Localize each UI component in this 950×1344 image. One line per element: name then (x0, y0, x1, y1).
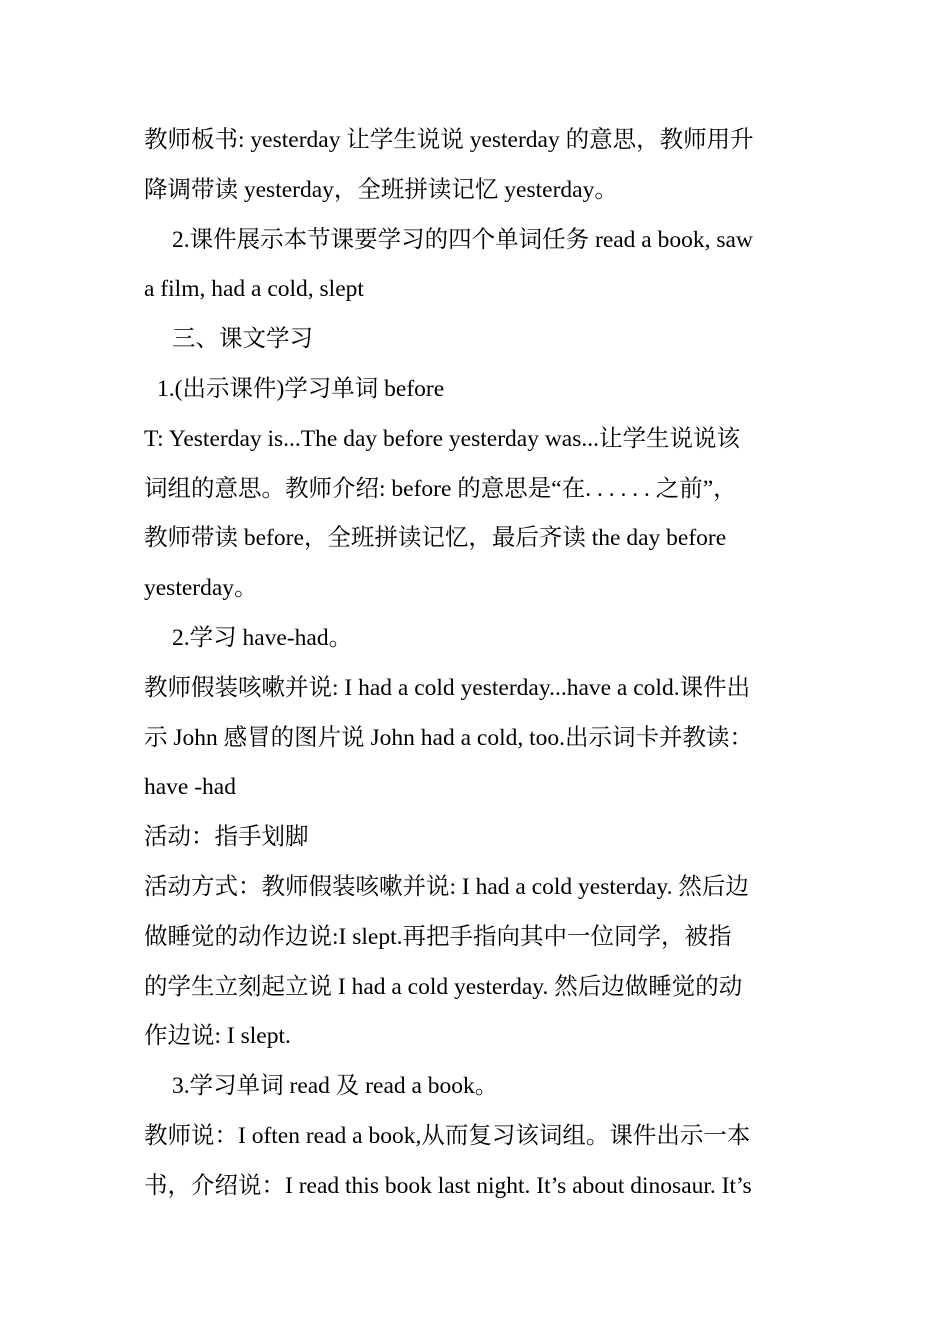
text-line: 词组的意思。教师介绍: before 的意思是“在. . . . . . 之前”， (144, 475, 737, 502)
text-line: a film, had a cold, slept (144, 276, 364, 303)
text-line: 示 John 感冒的图片说 John had a cold, too.出示词卡并教读： (144, 724, 754, 751)
text-line: 3.学习单词 read 及 read a book。 (172, 1073, 499, 1100)
text-line: 教师带读 before，全班拼读记忆，最后齐读 the day before (144, 525, 727, 552)
lesson-text (144, 116, 808, 1212)
text-line: 教师说：I often read a book,从而复习该词组。课件出示一本 (144, 1122, 751, 1149)
text-line: 书，介绍说：I read this book last night. It’s about dinosaur. It’s (144, 1172, 752, 1199)
text-line: 活动方式：教师假装咳嗽并说: I had a cold yesterday. 然后边 (144, 873, 749, 900)
text-line: T: Yesterday is...The day before yesterday was...让学生说说该 (144, 425, 740, 452)
text-line: 教师板书: yesterday 让学生说说 yesterday 的意思，教师用升 (144, 127, 754, 153)
text-line: have -had (144, 774, 236, 801)
text-line: 教师假装咳嗽并说: I had a cold yesterday...have a cold.课件出 (144, 674, 751, 701)
text-line: 作边说: I slept. (144, 1023, 291, 1050)
text-line: 的学生立刻起立说 I had a cold yesterday. 然后边做睡觉的动 (144, 973, 743, 1000)
text-line: 降调带读 yesterday，全班拼读记忆 yesterday。 (144, 176, 618, 203)
text-line: 2.课件展示本节课要学习的四个单词任务 read a book, saw (172, 226, 753, 253)
section-heading: 三、课文学习 (172, 326, 313, 353)
text-line: 做睡觉的动作边说:I slept.再把手指向其中一位同学，被指 (144, 923, 732, 950)
text-line: 活动：指手划脚 (144, 824, 309, 851)
text-line: 1.(出示课件)学习单词 before (157, 375, 445, 402)
text-line: 2.学习 have-had。 (172, 624, 353, 651)
text-line: yesterday。 (144, 575, 258, 602)
